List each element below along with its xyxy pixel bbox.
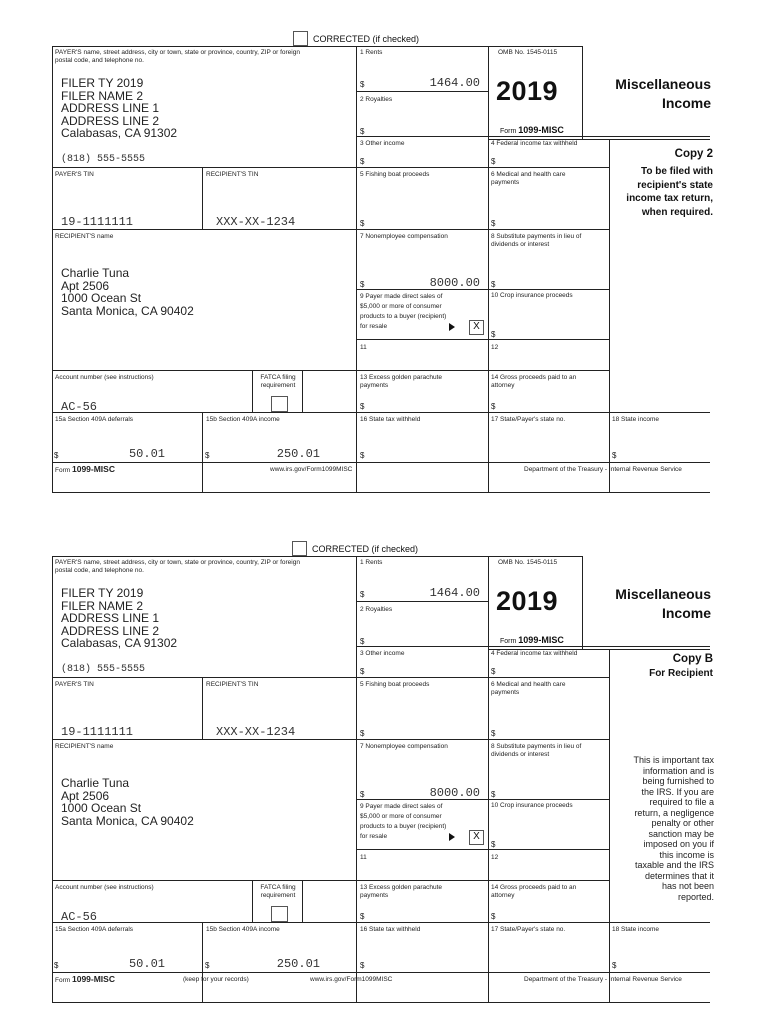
copy-desc-2: recipient's state	[637, 179, 713, 191]
box15a-value: 50.01	[128, 447, 165, 461]
box17-label: 17 State/Payer's state no.	[491, 926, 566, 933]
box18-dollar: $	[612, 961, 617, 970]
copy-desc-1: To be filed with	[640, 166, 713, 177]
payer-line-5: Calabasas, CA 91302	[61, 126, 178, 140]
box13-label: 13 Excess golden parachute payments	[360, 884, 443, 899]
notice-line-3: being furnished to	[642, 776, 714, 786]
recipient-line-1: Charlie Tuna	[61, 776, 130, 790]
payer-line-2: FILER NAME 2	[61, 88, 144, 103]
box18-label: 18 State income	[612, 416, 659, 423]
copy-title: Copy B	[672, 653, 713, 665]
box4-dollar: $	[491, 667, 496, 676]
copy-desc-3: income tax return,	[626, 193, 713, 204]
payer-line-4: ADDRESS LINE 2	[61, 113, 160, 128]
tax-year: 2019	[496, 586, 559, 616]
box9-checkbox[interactable]: X	[469, 830, 484, 845]
notice-line-1: This is important tax	[633, 755, 714, 765]
recipient-tin-label: RECIPIENT'S TIN	[206, 171, 259, 178]
recipient-line-3: 1000 Ocean St	[61, 291, 142, 305]
box15b-value: 250.01	[276, 957, 320, 971]
recipient-tin-label: RECIPIENT'S TIN	[206, 681, 259, 688]
box13-dollar: $	[360, 912, 365, 921]
box4-label: 4 Federal income tax withheld	[491, 140, 578, 147]
form-title-line-2: Income	[661, 605, 711, 621]
box3-label: 3 Other income	[360, 650, 405, 657]
box15a-dollar: $	[54, 961, 59, 970]
box1-value: 1464.00	[429, 586, 480, 600]
form-number: 1099-MISC	[518, 125, 564, 135]
notice-line-8: sanction may be	[648, 828, 714, 839]
box15b-label: 15b Section 409A income	[206, 416, 280, 423]
payer-line-3: ADDRESS LINE 1	[61, 611, 160, 625]
form-number: 1099-MISC	[518, 635, 564, 645]
form-title-line-1: Miscellaneous	[615, 586, 711, 602]
copy-title: Copy 2	[674, 148, 713, 160]
recipient-name-label: RECIPIENT'S name	[55, 743, 114, 750]
form-prefix: Form	[500, 638, 517, 645]
notice-line-4: the IRS. If you are	[641, 786, 714, 797]
box15b-label: 15b Section 409A income	[206, 926, 280, 933]
corrected-label: CORRECTED (if checked)	[312, 544, 419, 554]
box7-label: 7 Nonemployee compensation	[360, 233, 448, 240]
box14-dollar: $	[491, 402, 496, 411]
box5-dollar: $	[360, 729, 365, 738]
form-name	[500, 635, 564, 645]
payer-line-2: FILER NAME 2	[61, 598, 144, 613]
box2-dollar: $	[360, 637, 365, 646]
box5-label: 5 Fishing boat proceeds	[360, 681, 430, 688]
box13-dollar: $	[360, 402, 365, 411]
box2-label: 2 Royalties	[360, 606, 393, 613]
fatca-label: FATCA filing requirement	[260, 884, 296, 899]
notice-line-12: determines that it	[644, 870, 714, 881]
form-1099-misc-copy-b	[0, 540, 770, 990]
box8-label: 8 Substitute payments in lieu of dividends or interest	[491, 743, 582, 758]
box11-label: 11	[360, 344, 367, 351]
box16-dollar: $	[360, 451, 365, 460]
recipient-line-4: Santa Monica, CA 90402	[61, 303, 194, 318]
box9-label: 9 Payer made direct sales of $5,000 or more of consumer products to a buyer (recipient) for resale	[360, 803, 447, 840]
box2-dollar: $	[360, 127, 365, 136]
payer-tin: 19-1111111	[61, 725, 134, 739]
box12-label: 12	[491, 854, 499, 861]
payer-label: PAYER'S name, street address, city or town, state or province, country, ZIP or foreign postal code, and telephone no.	[55, 49, 300, 64]
notice-line-5: required to file a	[649, 797, 714, 807]
corrected-checkbox[interactable]	[293, 31, 308, 46]
box6-dollar: $	[491, 219, 496, 228]
box10-dollar: $	[491, 330, 496, 339]
box15b-dollar: $	[205, 961, 210, 970]
box13-label: 13 Excess golden parachute payments	[360, 374, 443, 389]
payer-tin-label: PAYER'S TIN	[55, 171, 94, 178]
omb-label: OMB No. 1545-0115	[498, 559, 558, 566]
box8-dollar: $	[491, 790, 496, 799]
box5-label: 5 Fishing boat proceeds	[360, 171, 430, 178]
box7-value: 8000.00	[429, 786, 480, 800]
payer-tin-label: PAYER'S TIN	[55, 681, 94, 688]
footer-form	[55, 974, 115, 984]
payer-label: PAYER'S name, street address, city or town, state or province, country, ZIP or foreign postal code, and telephone no.	[55, 559, 300, 574]
notice-line-11: taxable and the IRS	[634, 860, 714, 870]
recipient-line-2: Apt 2506	[61, 788, 110, 803]
notice-line-6: return, a negligence	[634, 807, 714, 818]
box9-checkbox[interactable]: X	[469, 320, 484, 335]
recipient-line-1: Charlie Tuna	[61, 266, 130, 280]
form-prefix: Form	[500, 128, 517, 135]
box12-label: 12	[491, 344, 499, 351]
box15b-value: 250.01	[276, 447, 320, 461]
notice-line-9: imposed on you if	[643, 839, 714, 849]
payer-line-3: ADDRESS LINE 1	[61, 101, 160, 115]
box7-value: 8000.00	[429, 276, 480, 290]
account-label: Account number (see instructions)	[55, 374, 154, 381]
box14-dollar: $	[491, 912, 496, 921]
arrow-icon	[449, 833, 455, 841]
box16-label: 16 State tax withheld	[360, 416, 421, 423]
box3-label: 3 Other income	[360, 140, 405, 147]
footer-dept: Department of the Treasury - Internal Revenue Service	[524, 466, 682, 473]
fatca-checkbox[interactable]	[271, 906, 288, 922]
account-label: Account number (see instructions)	[55, 884, 154, 891]
box5-dollar: $	[360, 219, 365, 228]
box1-label: 1 Rents	[360, 49, 383, 56]
box15b-dollar: $	[205, 451, 210, 460]
notice-line-14: reported.	[677, 891, 714, 902]
notice-line-10: this income is	[659, 849, 714, 860]
box11-label: 11	[360, 854, 367, 861]
notice-line-13: has not been	[661, 881, 714, 891]
form-1099-misc-copy-2	[0, 30, 770, 480]
box16-label: 16 State tax withheld	[360, 926, 421, 933]
copy-desc-1: For Recipient	[649, 668, 713, 679]
box2-label: 2 Royalties	[360, 96, 393, 103]
footer-url: www.irs.gov/Form1099MISC	[270, 466, 353, 473]
box7-dollar: $	[360, 790, 365, 799]
box14-label: 14 Gross proceeds paid to an attorney	[491, 374, 577, 389]
form-title-line-1: Miscellaneous	[615, 76, 711, 92]
payer-tin: 19-1111111	[61, 215, 134, 229]
box16-dollar: $	[360, 961, 365, 970]
omb-label: OMB No. 1545-0115	[498, 49, 558, 56]
box1-dollar: $	[360, 80, 365, 89]
account-value: AC-56	[61, 400, 98, 414]
box9-label: 9 Payer made direct sales of $5,000 or more of consumer products to a buyer (recipient) for resale	[360, 293, 447, 330]
box3-dollar: $	[360, 157, 365, 166]
fatca-label: FATCA filing requirement	[260, 374, 296, 389]
box4-dollar: $	[491, 157, 496, 166]
footer-form	[55, 464, 115, 474]
recipient-line-3: 1000 Ocean St	[61, 801, 142, 815]
box7-dollar: $	[360, 280, 365, 289]
box15a-label: 15a Section 409A deferrals	[55, 926, 134, 933]
payer-line-5: Calabasas, CA 91302	[61, 636, 178, 650]
box1-label: 1 Rents	[360, 559, 383, 566]
box1-value: 1464.00	[429, 76, 480, 90]
box10-dollar: $	[491, 840, 496, 849]
box18-dollar: $	[612, 451, 617, 460]
fatca-checkbox[interactable]	[271, 396, 288, 412]
box8-dollar: $	[491, 280, 496, 289]
footer-url: www.irs.gov/Form1099MISC	[310, 976, 393, 983]
notice-line-2: information and is	[642, 765, 714, 776]
notice-line-7: penalty or other	[651, 818, 714, 828]
footer-form-number: 1099-MISC	[71, 974, 115, 984]
box15a-label: 15a Section 409A deferrals	[55, 416, 134, 423]
footer-dept: Department of the Treasury - Internal Revenue Service	[524, 976, 682, 983]
footer-keep: (keep for your records)	[183, 976, 249, 983]
box7-label: 7 Nonemployee compensation	[360, 743, 448, 750]
box8-label: 8 Substitute payments in lieu of dividends or interest	[491, 233, 582, 248]
form-title-line-2: Income	[661, 95, 711, 111]
payer-phone: (818) 555-5555	[61, 664, 146, 675]
corrected-checkbox[interactable]	[292, 541, 307, 556]
box6-label: 6 Medical and health care payments	[491, 681, 566, 696]
footer-form-number: 1099-MISC	[71, 464, 115, 474]
box4-label: 4 Federal income tax withheld	[491, 650, 578, 657]
recipient-tin: XXX-XX-1234	[216, 215, 296, 229]
recipient-name-label: RECIPIENT'S name	[55, 233, 114, 240]
box6-label: 6 Medical and health care payments	[491, 171, 566, 186]
box15a-dollar: $	[54, 451, 59, 460]
box15a-value: 50.01	[128, 957, 165, 971]
recipient-line-4: Santa Monica, CA 90402	[61, 813, 194, 828]
payer-line-4: ADDRESS LINE 2	[61, 623, 160, 638]
payer-phone: (818) 555-5555	[61, 154, 146, 165]
box3-dollar: $	[360, 667, 365, 676]
recipient-tin: XXX-XX-1234	[216, 725, 296, 739]
box1-dollar: $	[360, 590, 365, 599]
box10-label: 10 Crop insurance proceeds	[491, 802, 573, 809]
account-value: AC-56	[61, 910, 98, 924]
footer-form-prefix: Form	[55, 467, 71, 474]
box17-label: 17 State/Payer's state no.	[491, 416, 566, 423]
form-name	[500, 125, 564, 135]
arrow-icon	[449, 323, 455, 331]
copy-desc-4: when required.	[641, 206, 713, 218]
payer-line-1: FILER TY 2019	[61, 586, 144, 600]
payer-line-1: FILER TY 2019	[61, 76, 144, 90]
recipient-line-2: Apt 2506	[61, 278, 110, 293]
footer-form-prefix: Form	[55, 977, 71, 984]
tax-year: 2019	[496, 76, 559, 106]
box10-label: 10 Crop insurance proceeds	[491, 292, 573, 299]
box6-dollar: $	[491, 729, 496, 738]
box18-label: 18 State income	[612, 926, 659, 933]
corrected-label: CORRECTED (if checked)	[313, 34, 420, 44]
box14-label: 14 Gross proceeds paid to an attorney	[491, 884, 577, 899]
